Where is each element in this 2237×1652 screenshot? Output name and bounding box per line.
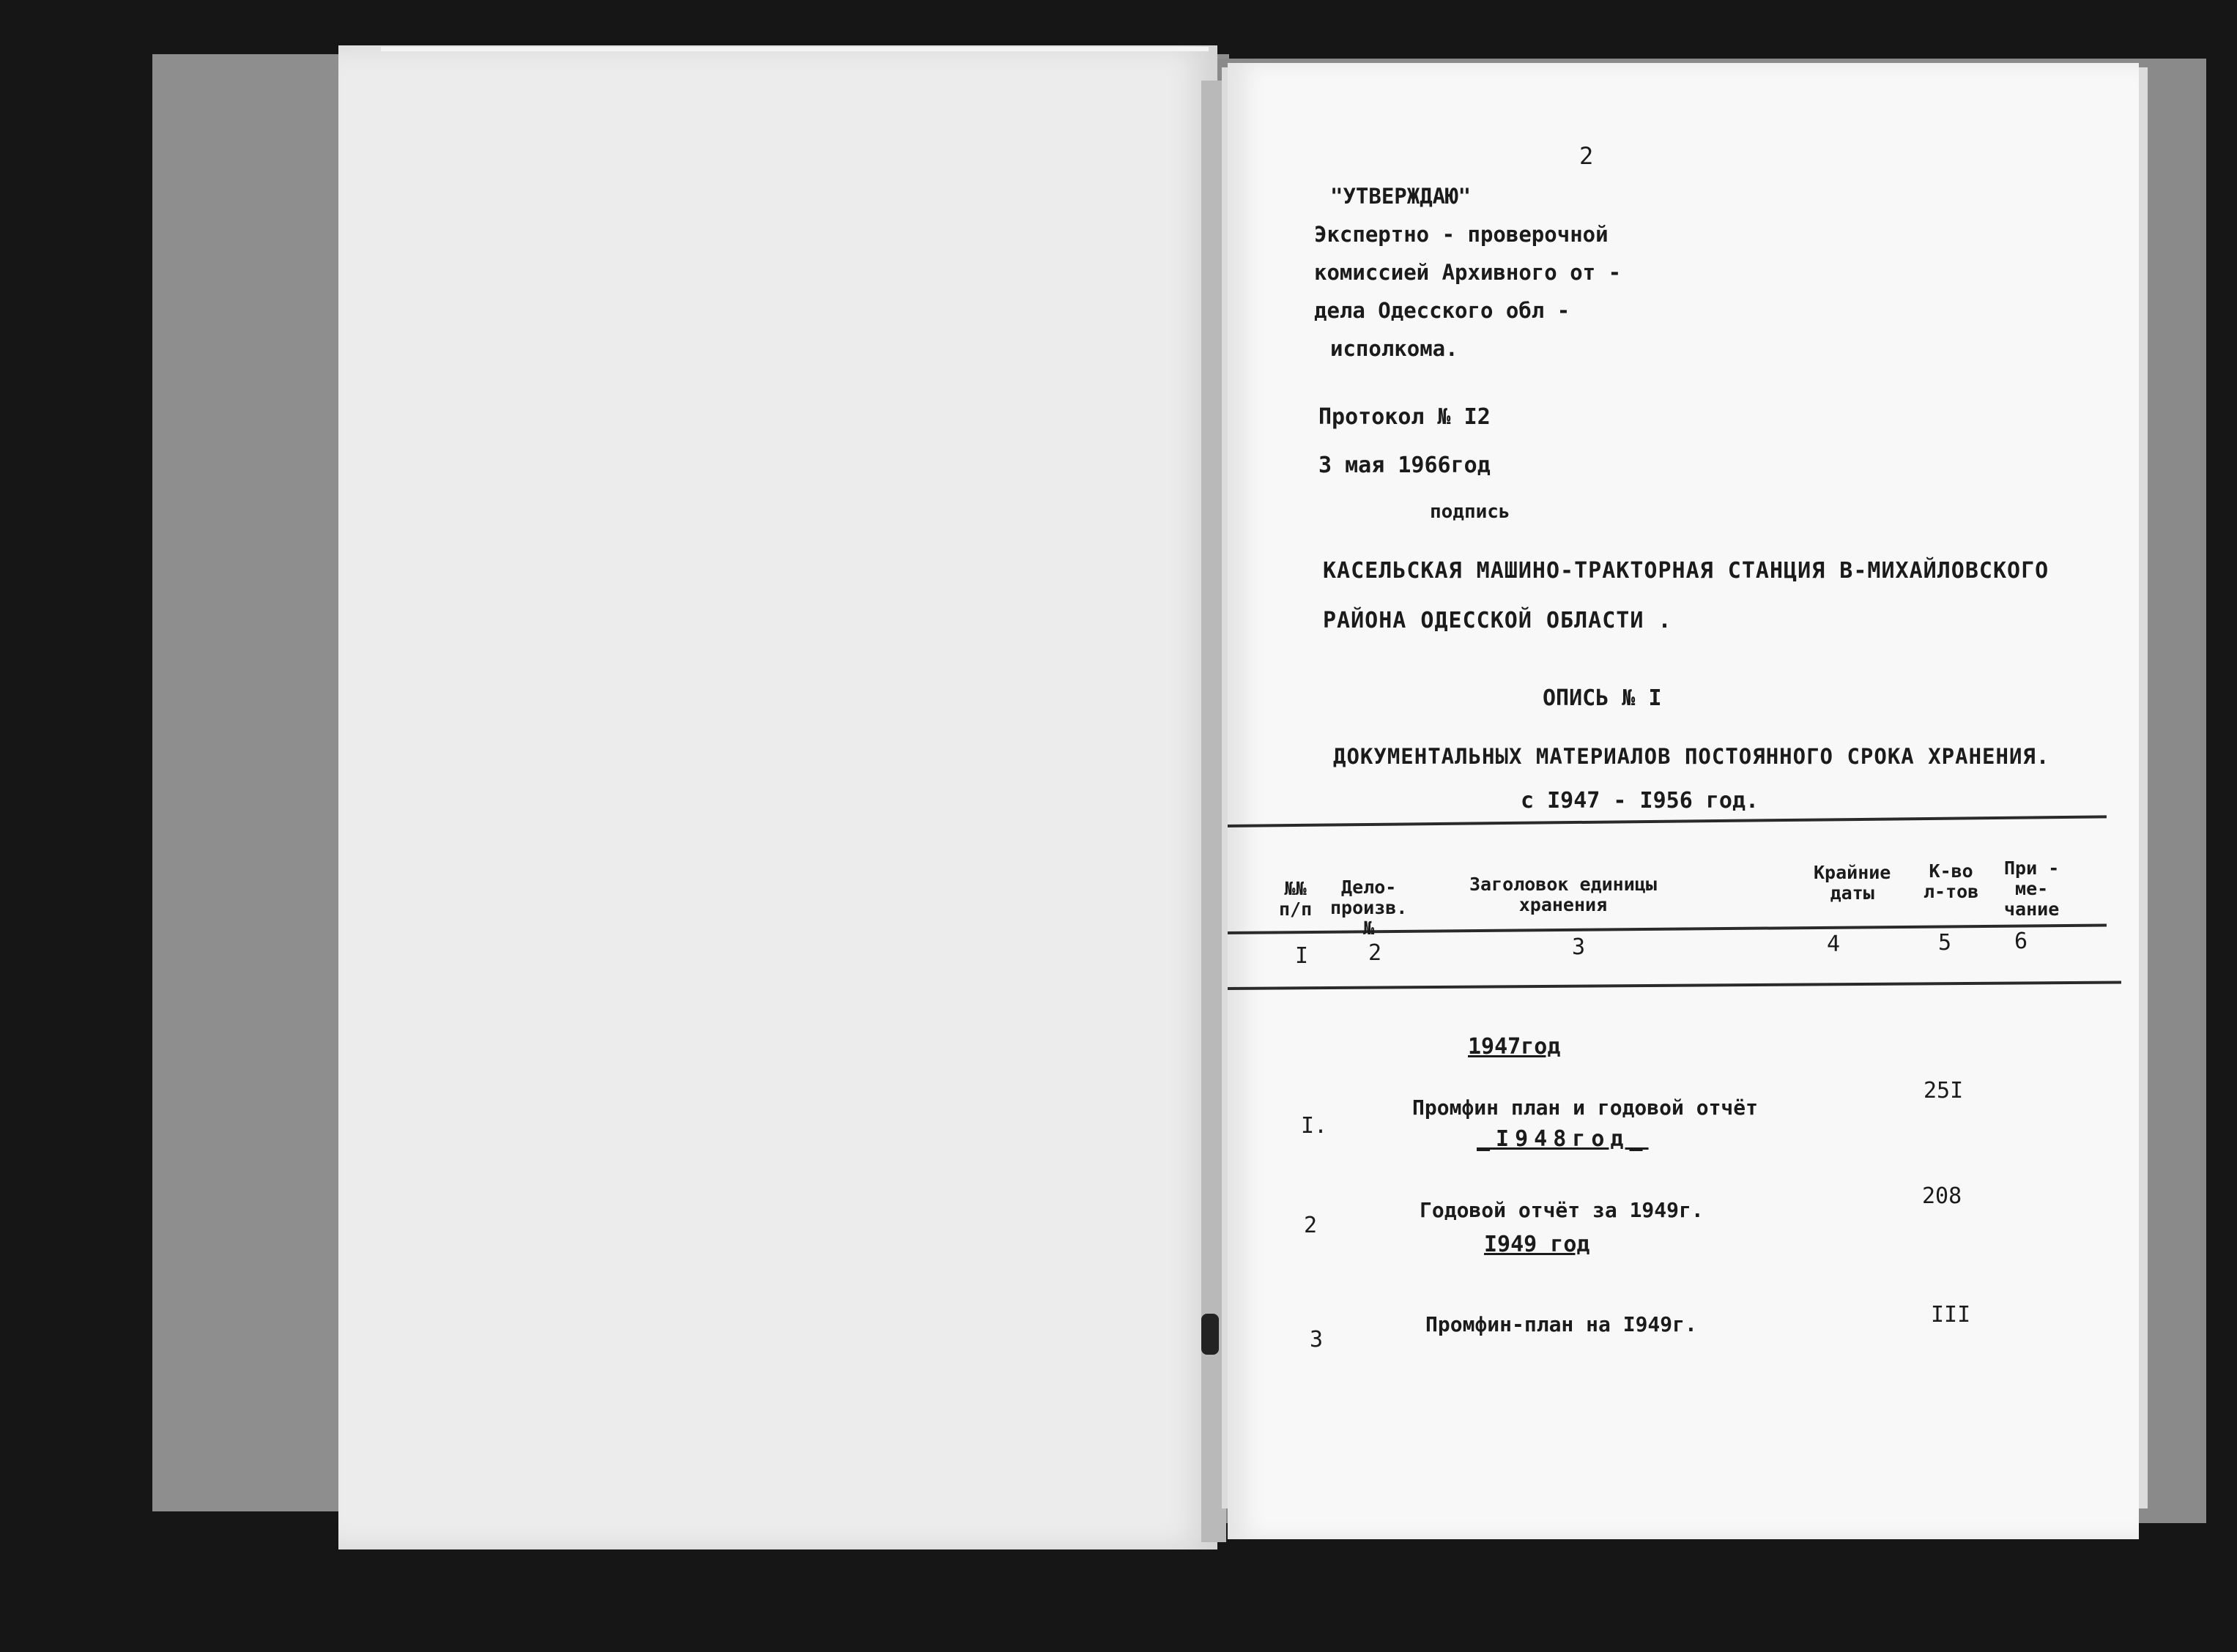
column-number: 3 [1572, 934, 1586, 960]
row-title: Промфин план и годовой отчёт [1412, 1095, 1759, 1120]
header-text: К-во [1929, 860, 1973, 882]
section-year: I949 год [1484, 1232, 1590, 1257]
table-header-notes [2004, 858, 2059, 920]
header-text: При - [2004, 857, 2060, 879]
protocol-number: Протокол № I2 [1318, 404, 1491, 430]
station-title-line: РАЙОНА ОДЕССКОЙ ОБЛАСТИ . [1323, 608, 1672, 633]
materials-title: ДОКУМЕНТАЛЬНЫХ МАТЕРИАЛОВ ПОСТОЯННОГО СРОКА ХРАНЕНИЯ. [1333, 744, 2050, 769]
header-text: хранения [1518, 894, 1608, 915]
column-number: I [1295, 943, 1309, 969]
header-text: Крайние [1814, 862, 1891, 883]
approval-line: Экспертно - проверочной [1314, 222, 1609, 247]
signature-label: подпись [1430, 501, 1510, 523]
binding-clip [1201, 1314, 1219, 1355]
approval-line: дела Одесского обл - [1314, 298, 1570, 323]
table-header-dates [1814, 863, 1891, 904]
section-year: _I948год_ [1477, 1126, 1649, 1152]
column-number: 6 [2014, 929, 2028, 954]
left-blank-page [338, 45, 1217, 1549]
table-top-rule [1228, 815, 2107, 827]
header-text: произв. [1330, 897, 1408, 918]
row-sheet-count: III [1931, 1302, 1971, 1328]
header-text: л-тов [1923, 881, 1979, 902]
left-sheet-edge [381, 47, 1209, 51]
column-number: 2 [1368, 940, 1382, 966]
table-header-index [1279, 879, 1312, 920]
approval-stamp [1314, 177, 1621, 368]
header-text: № [1363, 918, 1375, 939]
row-sheet-count: 208 [1922, 1183, 1962, 1209]
header-text: даты [1830, 882, 1874, 904]
station-title-line: КАСЕЛЬСКАЯ МАШИНО-ТРАКТОРНАЯ СТАНЦИЯ В-МИХАЙЛОВСКОГО [1323, 558, 2049, 584]
row-title: Годовой отчёт за 1949г. [1420, 1198, 1704, 1222]
header-text: Дело- [1341, 877, 1397, 898]
header-text: ме- [2015, 878, 2049, 899]
inventory-title: ОПИСЬ № I [1543, 685, 1662, 711]
header-text: №№ [1284, 878, 1307, 899]
header-text: чание [2004, 898, 2060, 920]
row-number: I. [1301, 1113, 1328, 1139]
approval-line: комиссией Архивного от - [1314, 260, 1622, 285]
approval-line: "УТВЕРЖДАЮ" [1330, 184, 1472, 209]
row-number: 3 [1310, 1327, 1324, 1353]
column-number: 5 [1938, 930, 1952, 956]
table-header-case-number [1330, 877, 1407, 939]
table-header-title [1469, 874, 1657, 915]
column-number: 4 [1827, 931, 1841, 957]
inventory-document [1228, 63, 2139, 1539]
years-range: с I947 - I956 год. [1521, 788, 1759, 814]
row-sheet-count: 25I [1923, 1078, 1964, 1104]
table-header-sheets [1923, 861, 1978, 902]
header-text: Заголовок единицы [1469, 874, 1657, 895]
row-number: 2 [1304, 1213, 1318, 1238]
approval-line: исполкома. [1330, 336, 1458, 361]
row-title: Промфин-план на I949г. [1425, 1312, 1697, 1336]
header-text: п/п [1279, 898, 1313, 920]
page-number: 2 [1579, 142, 1594, 170]
table-numbers-rule [1228, 981, 2121, 990]
approval-date: 3 мая 1966год [1318, 453, 1491, 478]
section-year: 1947год [1468, 1034, 1561, 1060]
